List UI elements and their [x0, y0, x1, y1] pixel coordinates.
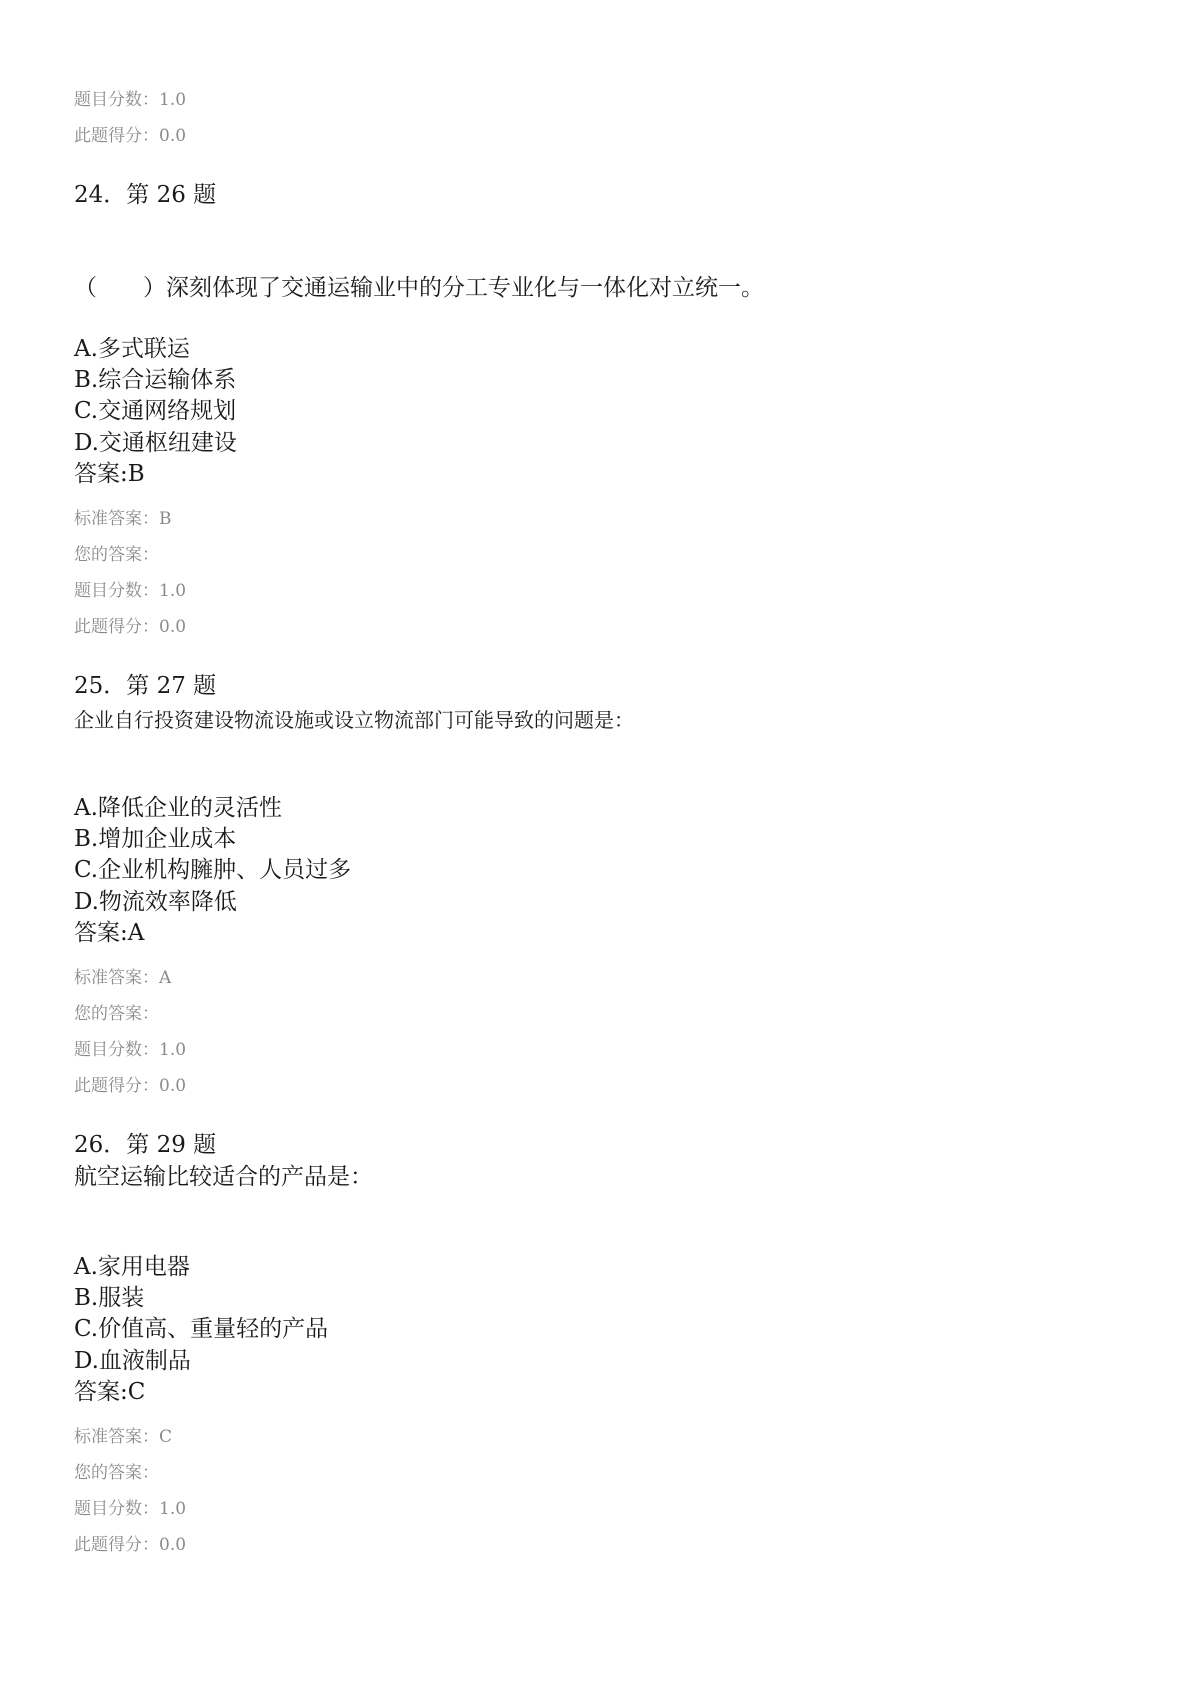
option-c: C.企业机构臃肿、人员过多: [74, 857, 352, 883]
question-score: 题目分数：1.0: [74, 1040, 187, 1060]
answer-line: 答案:A: [74, 920, 145, 946]
question-score: 题目分数：1.0: [74, 1499, 187, 1519]
question-earned: 此题得分：0.0: [74, 617, 187, 637]
option-b: B.增加企业成本: [74, 826, 237, 852]
question-heading: 24．第 26 题: [74, 182, 217, 208]
question-text: （ ）深刻体现了交通运输业中的分工专业化与一体化对立统一。: [74, 275, 764, 301]
question-heading: 25．第 27 题: [74, 673, 217, 699]
option-d: D.血液制品: [74, 1348, 191, 1374]
prev-question-score: 题目分数：1.0: [74, 90, 187, 110]
option-c: C.交通网络规划: [74, 398, 237, 424]
option-b: B.服装: [74, 1285, 145, 1311]
question-heading: 26．第 29 题: [74, 1132, 217, 1158]
your-answer: 您的答案：: [74, 1463, 159, 1483]
standard-answer: 标准答案：A: [74, 968, 172, 988]
your-answer: 您的答案：: [74, 1004, 159, 1024]
your-answer: 您的答案：: [74, 545, 159, 565]
question-earned: 此题得分：0.0: [74, 1535, 187, 1555]
prev-question-earned: 此题得分：0.0: [74, 126, 187, 146]
option-d: D.物流效率降低: [74, 889, 237, 915]
option-a: A.多式联运: [74, 336, 190, 362]
standard-answer: 标准答案：B: [74, 509, 172, 529]
standard-answer: 标准答案：C: [74, 1427, 173, 1447]
answer-line: 答案:B: [74, 461, 145, 487]
question-earned: 此题得分：0.0: [74, 1076, 187, 1096]
option-b: B.综合运输体系: [74, 367, 237, 393]
question-score: 题目分数：1.0: [74, 581, 187, 601]
question-text: 企业自行投资建设物流设施或设立物流部门可能导致的问题是：: [74, 708, 634, 732]
option-a: A.家用电器: [74, 1254, 190, 1280]
question-text: 航空运输比较适合的产品是：: [74, 1164, 373, 1190]
option-c: C.价值高、重量轻的产品: [74, 1316, 329, 1342]
answer-line: 答案:C: [74, 1379, 146, 1405]
option-d: D.交通枢纽建设: [74, 430, 237, 456]
option-a: A.降低企业的灵活性: [74, 795, 282, 821]
